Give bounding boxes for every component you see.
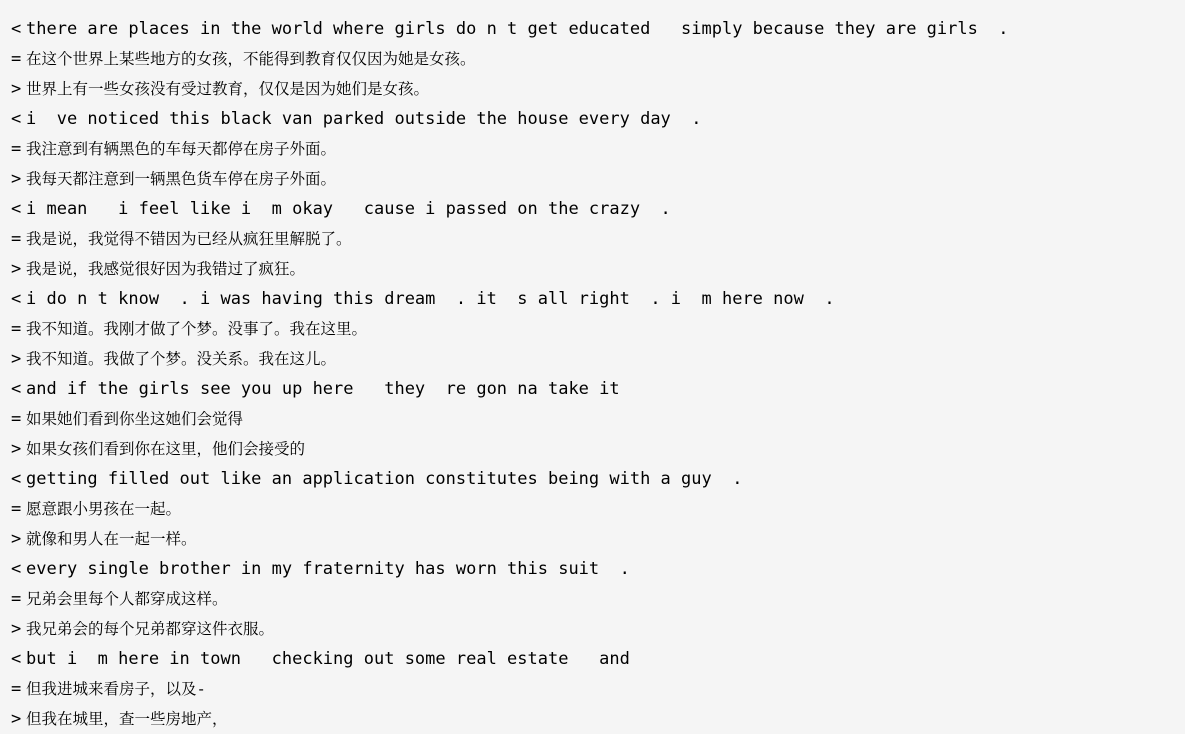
reference-line — [0, 44, 1185, 74]
hypothesis-marker: > — [11, 529, 22, 549]
hypothesis-marker: > — [11, 79, 22, 99]
source-marker: < — [11, 649, 22, 669]
source-text: getting filled out like an application constitutes being with a guy . — [26, 469, 743, 489]
reference-line — [0, 404, 1185, 434]
source-line — [0, 464, 1185, 494]
source-marker: < — [11, 379, 22, 399]
reference-line — [0, 134, 1185, 164]
source-marker: < — [11, 559, 22, 579]
hypothesis-text: 如果女孩们看到你在这里，他们会接受的 — [26, 440, 306, 458]
reference-text: 我不知道。我刚才做了个梦。没事了。我在这里。 — [26, 320, 368, 338]
reference-marker: = — [11, 679, 22, 699]
reference-text: 但我进城来看房子，以及- — [26, 680, 206, 698]
hypothesis-marker: > — [11, 619, 22, 639]
source-text: and if the girls see you up here they re gon na take it — [26, 379, 620, 399]
hypothesis-text: 我每天都注意到一辆黑色货车停在房子外面。 — [26, 170, 337, 188]
reference-line — [0, 584, 1185, 614]
source-text: i do n t know . i was having this dream . it s all right . i m here now . — [26, 289, 835, 309]
reference-marker: = — [11, 139, 22, 159]
reference-line — [0, 674, 1185, 704]
translation-group — [0, 644, 1185, 734]
hypothesis-line — [0, 344, 1185, 374]
source-marker: < — [11, 19, 22, 39]
translation-group — [0, 104, 1185, 194]
source-text: i ve noticed this black van parked outside the house every day . — [26, 109, 702, 129]
reference-marker: = — [11, 409, 22, 429]
hypothesis-marker: > — [11, 259, 22, 279]
hypothesis-marker: > — [11, 439, 22, 459]
hypothesis-line — [0, 254, 1185, 284]
hypothesis-marker: > — [11, 709, 22, 729]
reference-marker: = — [11, 229, 22, 249]
hypothesis-text: 就像和男人在一起一样。 — [26, 530, 197, 548]
translation-group — [0, 14, 1185, 104]
source-text: i mean i feel like i m okay cause i passed on the crazy . — [26, 199, 671, 219]
source-line — [0, 104, 1185, 134]
reference-text: 兄弟会里每个人都穿成这样。 — [26, 590, 228, 608]
hypothesis-text: 我不知道。我做了个梦。没关系。我在这儿。 — [26, 350, 337, 368]
hypothesis-line — [0, 74, 1185, 104]
hypothesis-marker: > — [11, 169, 22, 189]
hypothesis-line — [0, 524, 1185, 554]
source-line — [0, 194, 1185, 224]
reference-line — [0, 494, 1185, 524]
source-marker: < — [11, 289, 22, 309]
hypothesis-marker: > — [11, 349, 22, 369]
hypothesis-line — [0, 434, 1185, 464]
hypothesis-text: 但我在城里，查一些房地产， — [26, 710, 228, 728]
translation-group — [0, 464, 1185, 554]
reference-marker: = — [11, 319, 22, 339]
hypothesis-text: 我兄弟会的每个兄弟都穿这件衣服。 — [26, 620, 275, 638]
source-marker: < — [11, 469, 22, 489]
source-text: every single brother in my fraternity has worn this suit . — [26, 559, 630, 579]
hypothesis-line — [0, 614, 1185, 644]
reference-line — [0, 224, 1185, 254]
translation-group — [0, 284, 1185, 374]
translation-group — [0, 374, 1185, 464]
source-line — [0, 14, 1185, 44]
reference-text: 我是说，我觉得不错因为已经从疯狂里解脱了。 — [26, 230, 352, 248]
reference-line — [0, 314, 1185, 344]
hypothesis-text: 我是说，我感觉很好因为我错过了疯狂。 — [26, 260, 306, 278]
reference-text: 愿意跟小男孩在一起。 — [26, 500, 182, 518]
translation-group — [0, 554, 1185, 644]
reference-marker: = — [11, 499, 22, 519]
reference-text: 我注意到有辆黑色的车每天都停在房子外面。 — [26, 140, 337, 158]
source-text: but i m here in town checking out some real estate and — [26, 649, 630, 669]
source-line — [0, 284, 1185, 314]
source-marker: < — [11, 109, 22, 129]
source-text: there are places in the world where girls do n t get educated simply because they are girls . — [26, 19, 1009, 39]
source-marker: < — [11, 199, 22, 219]
reference-marker: = — [11, 49, 22, 69]
hypothesis-line — [0, 704, 1185, 734]
source-line — [0, 374, 1185, 404]
hypothesis-text: 世界上有一些女孩没有受过教育，仅仅是因为她们是女孩。 — [26, 80, 430, 98]
hypothesis-line — [0, 164, 1185, 194]
reference-text: 在这个世界上某些地方的女孩，不能得到教育仅仅因为她是女孩。 — [26, 50, 476, 68]
source-line — [0, 644, 1185, 674]
source-line — [0, 554, 1185, 584]
reference-marker: = — [11, 589, 22, 609]
translation-group — [0, 194, 1185, 284]
reference-text: 如果她们看到你坐这她们会觉得 — [26, 410, 244, 428]
